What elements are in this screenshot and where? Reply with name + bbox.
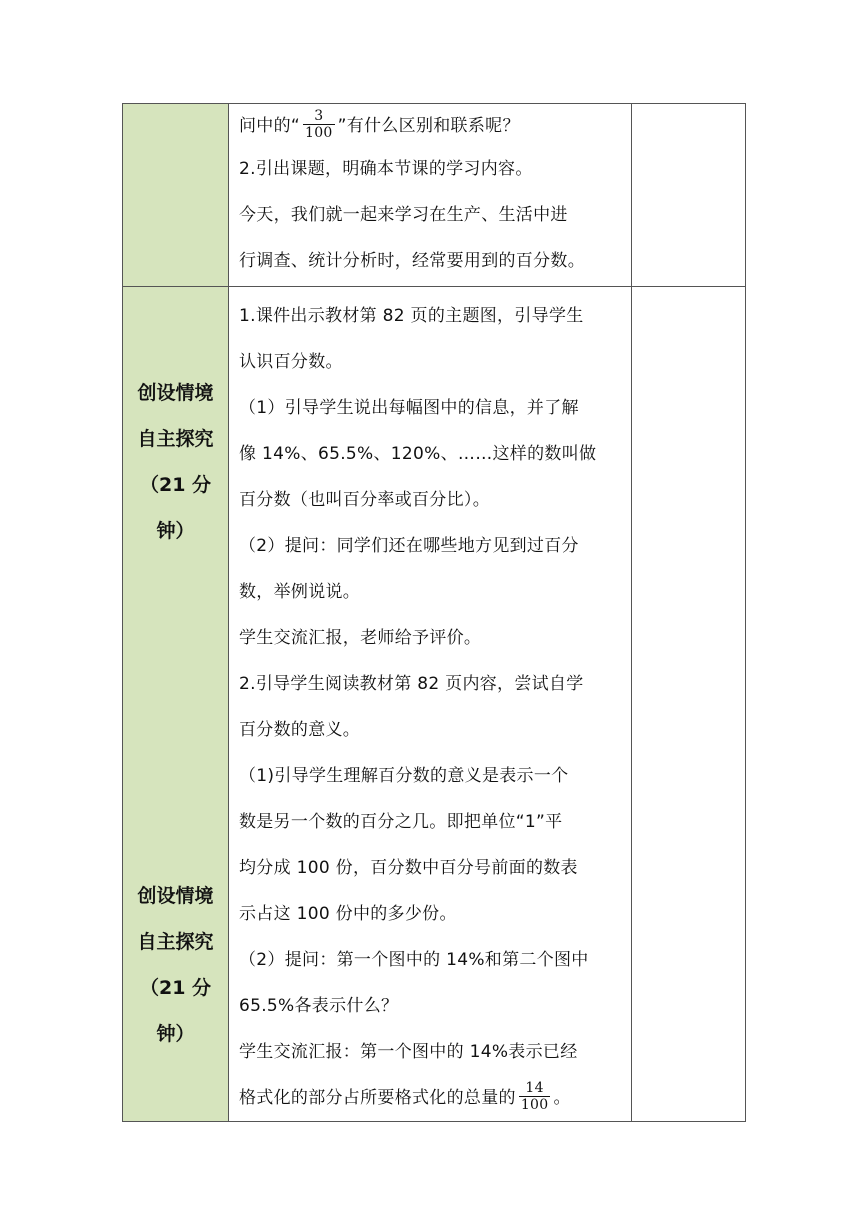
stage-label-line: （21 分 [139, 474, 212, 496]
stage-label-line: 创设情境 [137, 885, 214, 907]
stage-label [123, 370, 228, 554]
table-row [123, 287, 746, 1122]
text-line: 学生交流汇报，老师给予评价。 [239, 628, 482, 648]
fraction-numerator: 14 [525, 1079, 544, 1096]
text-line: 像 14%、65.5%、120%、……这样的数叫做 [239, 444, 597, 464]
notes-cell [632, 287, 746, 1122]
stage-label-line: 自主探究 [137, 931, 214, 953]
text-line: （2）提问：同学们还在哪些地方见到过百分 [239, 536, 579, 556]
text-line: 1.课件出示教材第 82 页的主题图，引导学生 [239, 306, 584, 326]
text-line: 2.引导学生阅读教材第 82 页内容，尝试自学 [239, 674, 584, 694]
text-line: 示占这 100 份中的多少份。 [239, 904, 457, 924]
text-line: 百分数（也叫百分率或百分比）。 [239, 490, 490, 510]
stage-label-line: 钟） [156, 1023, 195, 1045]
text-line: （1)引导学生理解百分数的意义是表示一个 [239, 766, 569, 786]
text-line: 行调查、统计分析时，经常要用到的百分数。 [239, 251, 585, 271]
content-cell [229, 287, 632, 1122]
fraction-denominator: 100 [305, 124, 333, 141]
fraction-numerator: 3 [314, 107, 324, 124]
text-line: （1）引导学生说出每幅图中的信息，并了解 [239, 398, 579, 418]
stage-label-cell [123, 104, 229, 287]
notes-cell [632, 104, 746, 287]
text-line: 今天，我们就一起来学习在生产、生活中进 [239, 205, 568, 225]
stage-label-line: （21 分 [139, 977, 212, 999]
text-fragment: ”有什么区别和联系呢？ [337, 116, 520, 136]
text-line: 65.5%各表示什么？ [239, 996, 399, 1016]
stage-label-line: 创设情境 [137, 382, 214, 404]
stage-label [123, 873, 228, 1057]
text-line: （2）提问：第一个图中的 14%和第二个图中 [239, 950, 589, 970]
stage-label-cell [123, 287, 229, 1122]
text-line: 数是另一个数的百分之几。即把单位“1”平 [239, 812, 563, 832]
fraction-denominator: 100 [520, 1096, 549, 1113]
text-line: 百分数的意义。 [239, 720, 361, 740]
text-fragment: 格式化的部分占所要格式化的总量的 [239, 1088, 516, 1108]
text-line [239, 106, 625, 146]
text-fragment: 。 [553, 1088, 571, 1108]
text-line: 数，举例说说。 [239, 582, 361, 602]
text-line [239, 1075, 625, 1121]
text-fragment: 问中的“ [239, 116, 301, 136]
text-line: 认识百分数。 [239, 352, 343, 372]
content-cell [229, 104, 632, 287]
text-line: 均分成 100 份，百分数中百分号前面的数表 [239, 858, 578, 878]
fraction [303, 108, 335, 141]
text-line: 2.引出课题，明确本节课的学习内容。 [239, 159, 533, 179]
fraction [519, 1080, 551, 1113]
stage-label-line: 自主探究 [137, 428, 214, 450]
stage-label-line: 钟） [156, 520, 195, 542]
lesson-plan-table [122, 103, 746, 1122]
text-line: 学生交流汇报：第一个图中的 14%表示已经 [239, 1042, 578, 1062]
table-row [123, 104, 746, 287]
